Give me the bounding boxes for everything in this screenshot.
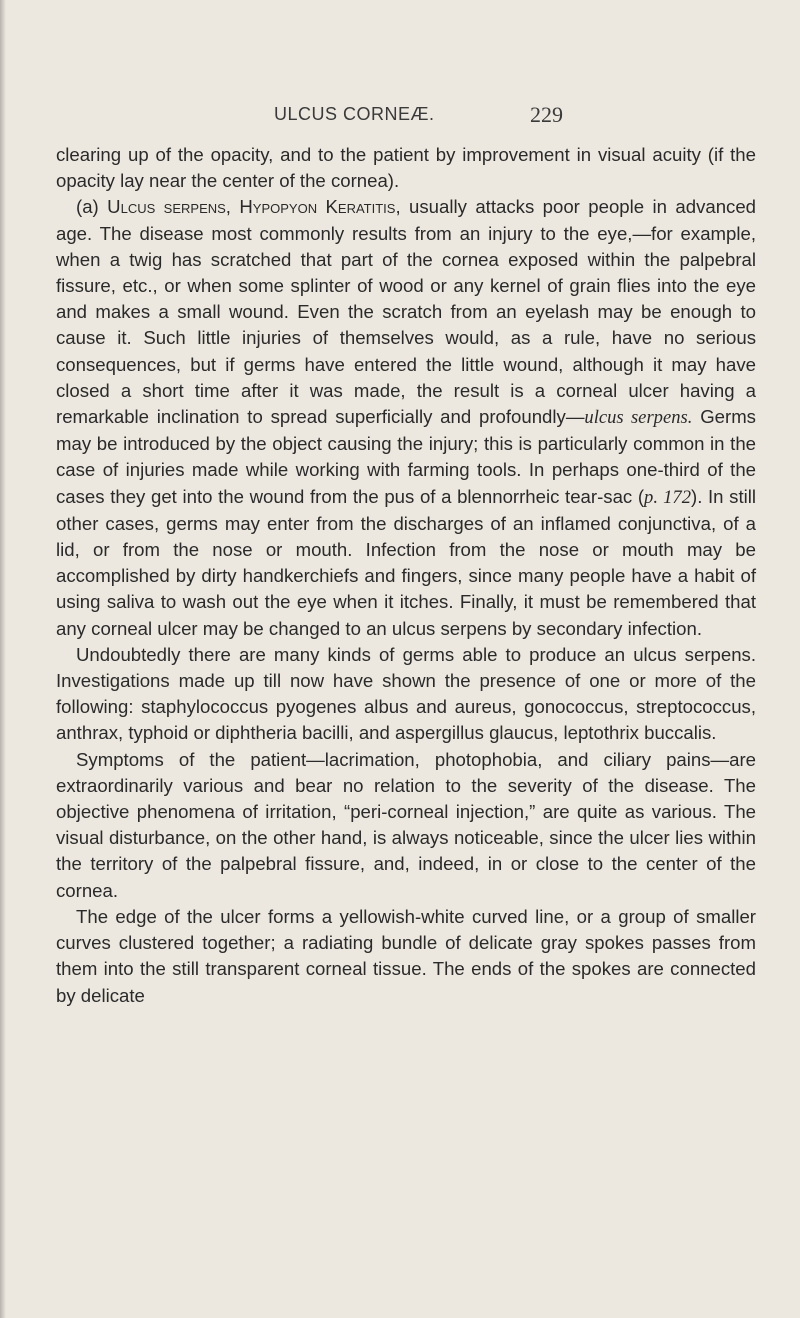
italic-term: ulcus serpens. (584, 407, 693, 429)
paragraph-ulcer-edge: The edge of the ulcer forms a yellowish-white curved line, or a group of smaller curves clustered together; a radiating bundle of delicate gray spokes passes from them into the still transparent corneal tissue. The ends of the spokes are connected by delicate (56, 905, 756, 1006)
paragraph-continuation: clearing up of the opacity, and to the patient by improvement in visual acuity (if the opacity lay near the center of the cornea). (56, 144, 756, 192)
page-reference: p. 172 (644, 486, 692, 508)
page-header (0, 92, 800, 132)
page-number: 229 (530, 102, 563, 127)
body-text (56, 142, 756, 1009)
paragraph-symptoms: Symptoms of the patient—lacrimation, photophobia, and ciliary pains—are extraordinarily various and bear no relation to the severity of the disease. The objective phenomena of irritation, “peri-corneal injection,” are quite as various. The visual disturbance, on the other hand, is always noticeable, since the ulcer lies within the territory of the palpebral fissure, and, indeed, in or close to the center of the cornea. (56, 748, 756, 901)
page-gutter-shadow (0, 0, 6, 1318)
running-head: ULCUS CORNEÆ. (274, 104, 435, 124)
paragraph-ulcus-serpens: (a) Ulcus serpens, Hypopyon Keratitis, usually attacks poor people in advanced age. The disease most commonly results from an injury to the eye,—for example, when a twig has scratched that part of the cornea exposed within the palpebral fissure, etc., or when some splinter of wood or any kernel of grain flies into the eye and makes a small wound. Even the scratch from an eyelash may be enough to cause it. Such little injuries of themselves would, as a rule, have no serious consequences, but if germs have entered the little wound, although it may have closed a short time after it was made, the result is a corneal ulcer having a remarkable inclination to spread superficially and profoundly—ulcus serpens. Germs may be introduced by the object causing the injury; this is particularly common in the case of injuries made while working with farming tools. In perhaps one-third of the cases they get into the wound from the pus of a blennorrheic tear-sac (p. 172). In still other cases, germs may enter from the discharges of an inflamed conjunctiva, of a lid, or from the nose or mouth. Infection from the nose or mouth may be accomplished by dirty handkerchiefs and fingers, since many people have a habit of using saliva to wash out the eye when it itches. Finally, it must be remembered that any corneal ulcer may be changed to an ulcus serpens by secondary infection. (56, 196, 757, 639)
paragraph-germs: Undoubtedly there are many kinds of germs able to produce an ulcus serpens. Investigations made up till now have shown the presence of one or more of the following: staphylococcus pyogenes albus and aureus, gonococcus, streptococcus, anthrax, typhoid or diphtheria bacilli, and aspergillus glaucus, leptothrix buccalis. (56, 643, 756, 744)
section-heading: Ulcus serpens, Hypopyon Keratitis, (107, 196, 401, 218)
